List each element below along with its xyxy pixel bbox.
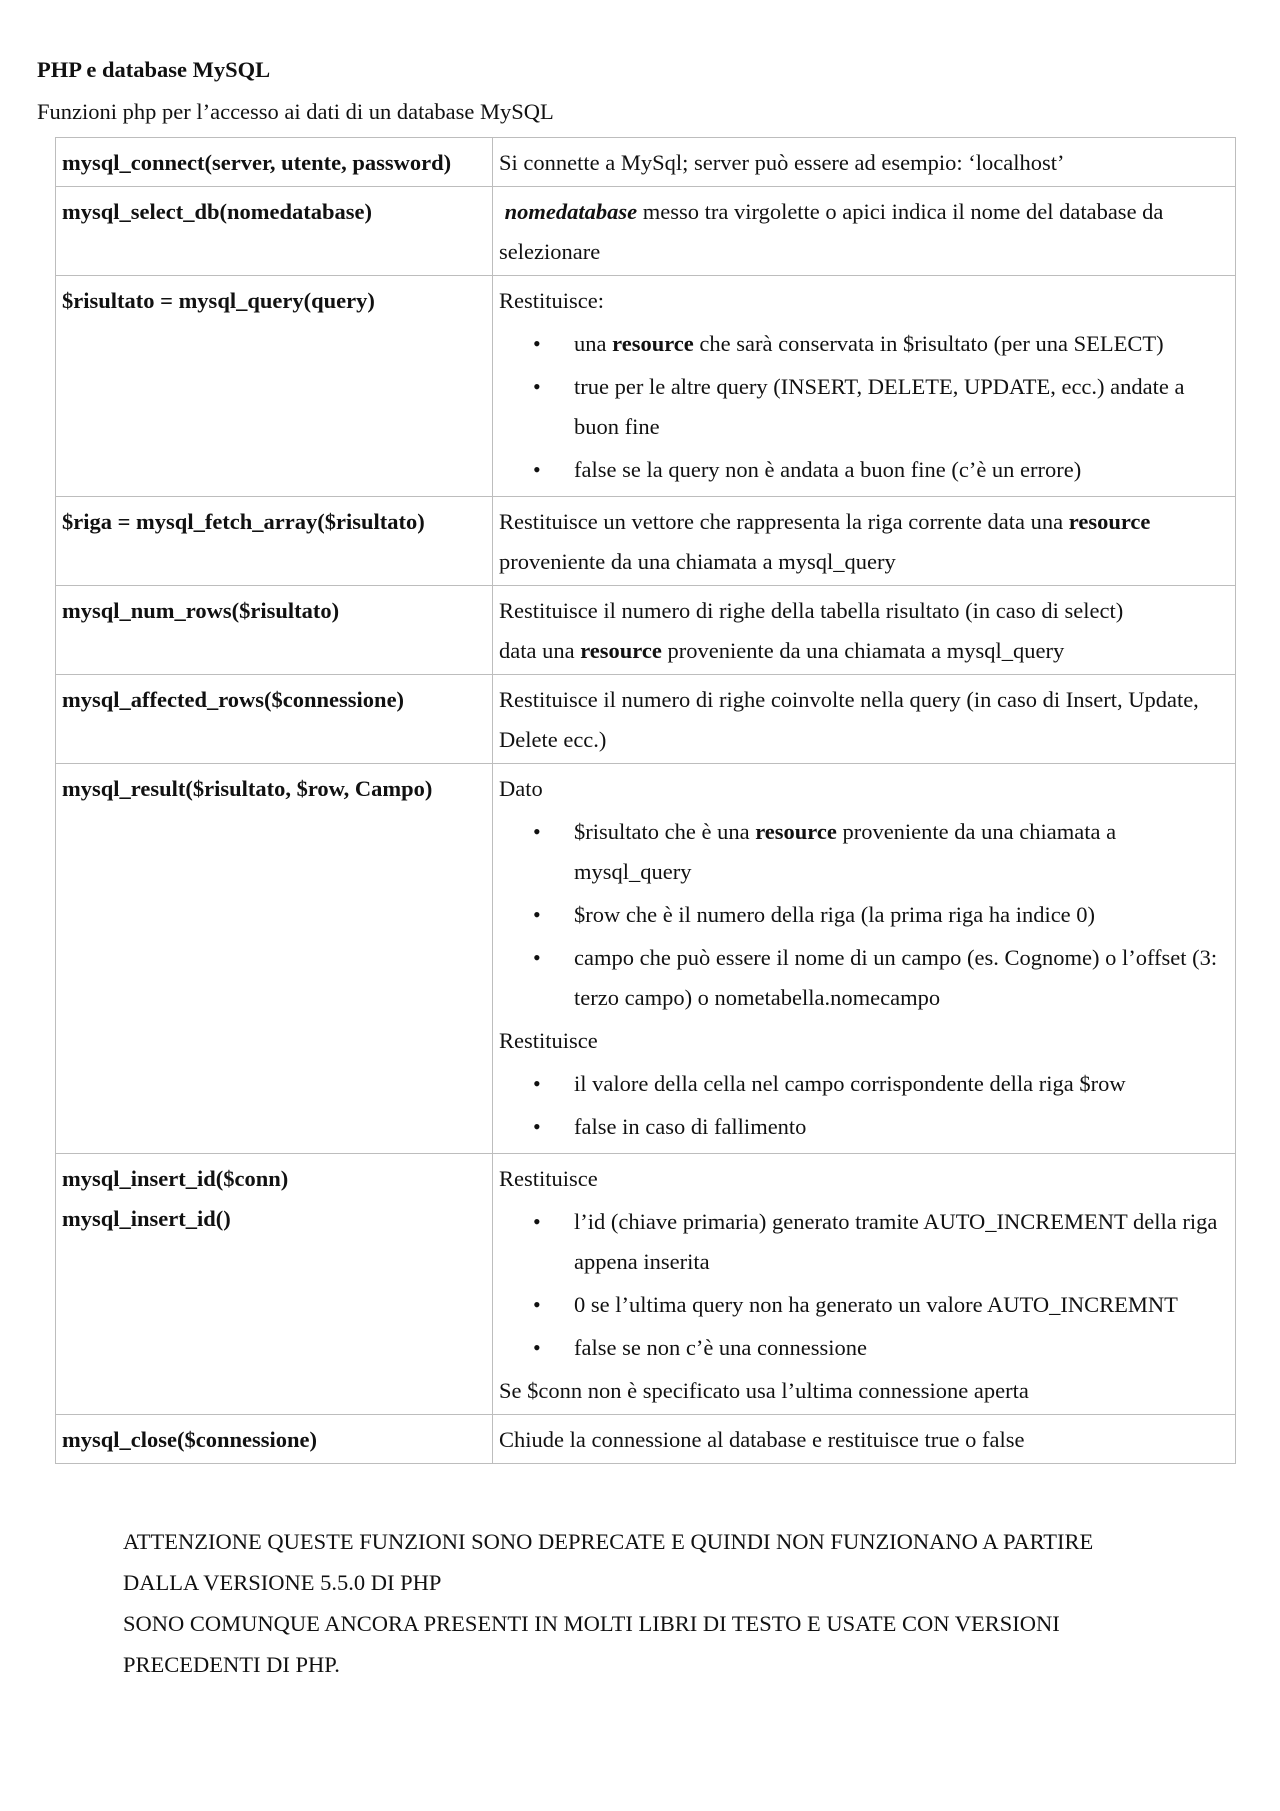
function-description-cell (493, 675, 1236, 764)
deprecation-warning (123, 1521, 1223, 1685)
function-description-cell (493, 497, 1236, 586)
list-item: • il valore della cella nel campo corrispondente della riga $row (574, 1064, 1229, 1104)
function-description-cell (493, 1154, 1236, 1415)
description-intro: Restituisce: (499, 288, 604, 313)
function-description-cell (493, 1415, 1236, 1464)
warning-line: DALLA VERSIONE 5.5.0 DI PHP (123, 1570, 442, 1595)
table-row (56, 586, 1236, 675)
function-name-cell (56, 675, 493, 764)
description-text: data una resource proveniente da una chiamata a mysql_query (499, 638, 1065, 663)
description-text (499, 192, 1229, 272)
function-description-cell (493, 187, 1236, 276)
bullet-list (499, 812, 1229, 1018)
function-name-cell (56, 586, 493, 675)
page-subtitle: Funzioni php per l’accesso ai dati di un database MySQL (37, 99, 554, 124)
table-row (56, 1415, 1236, 1464)
function-description-cell (493, 138, 1236, 187)
bullet-list (499, 1202, 1229, 1368)
function-name-cell (56, 187, 493, 276)
list-item: • false se non c’è una connessione (574, 1328, 1229, 1368)
function-name-cell (56, 1415, 493, 1464)
functions-table (55, 137, 1236, 1464)
description-intro: Restituisce (499, 1028, 598, 1053)
list-item: • $row che è il numero della riga (la prima riga ha indice 0) (574, 895, 1229, 935)
function-name-cell (56, 138, 493, 187)
function-name: $riga = mysql_fetch_array($risultato) (62, 509, 425, 534)
function-description-cell (493, 276, 1236, 497)
list-item: • true per le altre query (INSERT, DELETE, UPDATE, ecc.) andate a buon fine (574, 367, 1229, 447)
list-item: • false se la query non è andata a buon fine (c’è un errore) (574, 450, 1229, 490)
function-description-cell (493, 764, 1236, 1154)
page-title: PHP e database MySQL (37, 57, 271, 82)
warning-line: ATTENZIONE QUESTE FUNZIONI SONO DEPRECATE E QUINDI NON FUNZIONANO A PARTIRE (123, 1529, 1094, 1554)
list-item: • l’id (chiave primaria) generato tramite AUTO_INCREMENT della riga appena inserita (574, 1202, 1229, 1282)
description-text: Restituisce un vettore che rappresenta la riga corrente data una resource proveniente da una chiamata a mysql_query (499, 509, 1151, 574)
table-row (56, 187, 1236, 276)
description-intro: Dato (499, 776, 543, 801)
list-item: • $risultato che è una resource proveniente da una chiamata a mysql_query (574, 812, 1229, 892)
function-name: mysql_connect(server, utente, password) (62, 150, 452, 175)
function-name: mysql_close($connessione) (62, 1427, 317, 1452)
table-row (56, 497, 1236, 586)
function-name: $risultato = mysql_query(query) (62, 288, 375, 313)
list-item: • false in caso di fallimento (574, 1107, 1229, 1147)
function-name: mysql_insert_id($conn) (62, 1166, 289, 1191)
description-intro: Restituisce (499, 1166, 598, 1191)
list-item: • 0 se l’ultima query non ha generato un valore AUTO_INCREMNT (574, 1285, 1229, 1325)
function-name: mysql_insert_id() (62, 1206, 231, 1231)
function-name-cell (56, 1154, 493, 1415)
function-name-cell (56, 764, 493, 1154)
function-name: mysql_select_db(nomedatabase) (62, 199, 372, 224)
list-item: • una resource che sarà conservata in $risultato (per una SELECT) (574, 324, 1229, 364)
function-name-cell (56, 497, 493, 586)
table-row (56, 138, 1236, 187)
bullet-list (499, 324, 1229, 490)
bullet-list (499, 1064, 1229, 1147)
description-text: Chiude la connessione al database e restituisce true o false (499, 1427, 1025, 1452)
description-rest: messo tra virgolette o apici indica il nome del database da selezionare (499, 199, 1164, 264)
table-row (56, 764, 1236, 1154)
table-row (56, 1154, 1236, 1415)
table-row (56, 675, 1236, 764)
parameter-name: nomedatabase (504, 199, 638, 224)
description-text: Restituisce il numero di righe coinvolte nella query (in caso di Insert, Update, Delete ecc.) (499, 687, 1199, 752)
description-text: Restituisce il numero di righe della tabella risultato (in caso di select) (499, 598, 1124, 623)
description-text: Si connette a MySql; server può essere ad esempio: ‘localhost’ (499, 150, 1065, 175)
function-name-cell (56, 276, 493, 497)
function-name: mysql_result($risultato, $row, Campo) (62, 776, 433, 801)
warning-line: SONO COMUNQUE ANCORA PRESENTI IN MOLTI LIBRI DI TESTO E USATE CON VERSIONI (123, 1611, 1060, 1636)
description-note: Se $conn non è specificato usa l’ultima connessione aperta (499, 1378, 1029, 1403)
warning-line: PRECEDENTI DI PHP. (123, 1652, 340, 1677)
function-name: mysql_num_rows($risultato) (62, 598, 340, 623)
function-description-cell (493, 586, 1236, 675)
list-item: • campo che può essere il nome di un campo (es. Cognome) o l’offset (3: terzo campo) o nometabella.nomecampo (574, 938, 1229, 1018)
function-name: mysql_affected_rows($connessione) (62, 687, 405, 712)
table-row (56, 276, 1236, 497)
